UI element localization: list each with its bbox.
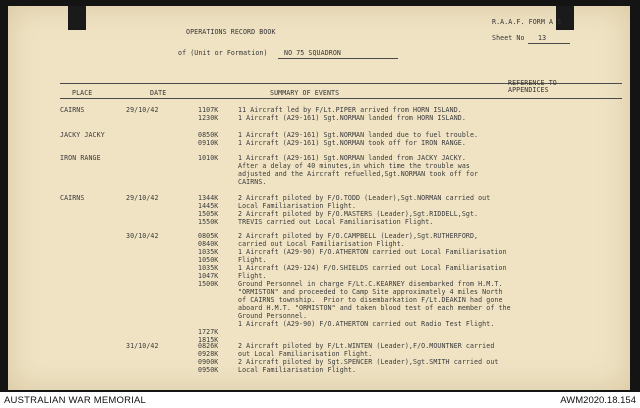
entry-date: 30/10/42 bbox=[126, 232, 159, 240]
unit-underline bbox=[278, 58, 398, 59]
entry-place: CAIRNS bbox=[60, 106, 85, 114]
entry-summary: 2 Aircraft piloted by F/Lt.WINTEN (Leader),F/O.MOUNTNER carried out Local Familiarisation Flight. 2 Aircraft piloted by Sgt.SPENCER (Leader),Sgt.SMITH carried out Local Familiarisation Flight. bbox=[238, 342, 499, 374]
entry-date: 29/10/42 bbox=[126, 106, 159, 114]
column-header-date: DATE bbox=[150, 89, 167, 97]
sheet-number: 13 bbox=[538, 34, 547, 42]
unit-name: NO 75 SQUADRON bbox=[284, 49, 341, 57]
entry-date: 29/10/42 bbox=[126, 194, 159, 202]
column-header-place: PLACE bbox=[72, 89, 93, 97]
form-title: OPERATIONS RECORD BOOK bbox=[186, 28, 276, 36]
entry-summary: 11 Aircraft led by F/Lt.PIPER arrived from HORN ISLAND. 1 Aircraft (A29-161) Sgt.NORMAN landed from HORN ISLAND. bbox=[238, 106, 466, 122]
entry-times: 1107K 1230K bbox=[198, 106, 219, 122]
archive-name: AUSTRALIAN WAR MEMORIAL bbox=[4, 395, 147, 406]
entry-summary: 2 Aircraft piloted by F/O.TODD (Leader),Sgt.NORMAN carried out Local Familiarisation Flight. 2 Aircraft piloted by F/O.MASTERS (Leader),Sgt.RIDDELL,Sgt. TREVIS carried out Local Familiarisation Flight. bbox=[238, 194, 491, 226]
entry-times: 1344K 1445K 1505K 1550K bbox=[198, 194, 219, 226]
sheet-number-underline bbox=[528, 43, 570, 44]
entry-times: 1010K bbox=[198, 154, 219, 162]
sheet-label: Sheet No bbox=[492, 34, 525, 42]
entry-times: 0850K 0910K bbox=[198, 131, 219, 147]
entry-place: JACKY JACKY bbox=[60, 131, 105, 139]
entry-summary: 1 Aircraft (A29-161) Sgt.NORMAN landed due to fuel trouble. 1 Aircraft (A29-161) Sgt.NORMAN took off for IRON RANGE. bbox=[238, 131, 479, 147]
binding-tab-left bbox=[68, 6, 86, 30]
column-header-reference: REFERENCE TO APPENDICES bbox=[508, 79, 557, 94]
column-header-summary: SUMMARY OF EVENTS bbox=[270, 89, 340, 97]
entry-place: CAIRNS bbox=[60, 194, 85, 202]
entry-summary: 2 Aircraft piloted by F/O.CAMPBELL (Leader),Sgt.RUTHERFORD, carried out Local Familiarisation Flight. 1 Aircraft (A29-90) F/O.ATHERTON carried out Local Familiarisation Flight. 1 Aircraft (A29-124) F/O.SHIELDS carried out Local Familiarisation Flight. Ground Personnel in charge F/Lt.C.KEARNEY disembarked from H.M.T. "ORMISTON" and proceeded to Camp Site approximately 4 miles North of CAIRNS township. Prior to disembarkation F/Lt.DEAKIN had gone aboard H.M.T. "ORMISTON" and taken blood test of each member of the Ground Personnel. 1 Aircraft (A29-90) F/O.ATHERTON carried out Radio Test Flight. bbox=[238, 232, 511, 328]
caption-bar bbox=[0, 392, 640, 408]
entry-times: 0805K 0840K 1035K 1050K 1035K 1047K 1500K 1727K 1815K bbox=[198, 232, 219, 344]
entry-summary: 1 Aircraft (A29-161) Sgt.NORMAN landed from JACKY JACKY. After a delay of 40 minutes,in which time the trouble was adjusted and the Aircraft refuelled,Sgt.NORMAN took off for CAIRNS. bbox=[238, 154, 479, 186]
accession-number: AWM2020.18.154 bbox=[560, 395, 636, 406]
header-rule-bottom bbox=[60, 98, 622, 99]
entry-place: IRON RANGE bbox=[60, 154, 101, 162]
entry-date: 31/10/42 bbox=[126, 342, 159, 350]
unit-label: of (Unit or Formation) bbox=[178, 49, 268, 57]
document-page bbox=[8, 6, 630, 390]
entry-times: 0826K 0928K 0900K 0950K bbox=[198, 342, 219, 374]
form-number: R.A.A.F. FORM A 5 bbox=[492, 18, 562, 26]
